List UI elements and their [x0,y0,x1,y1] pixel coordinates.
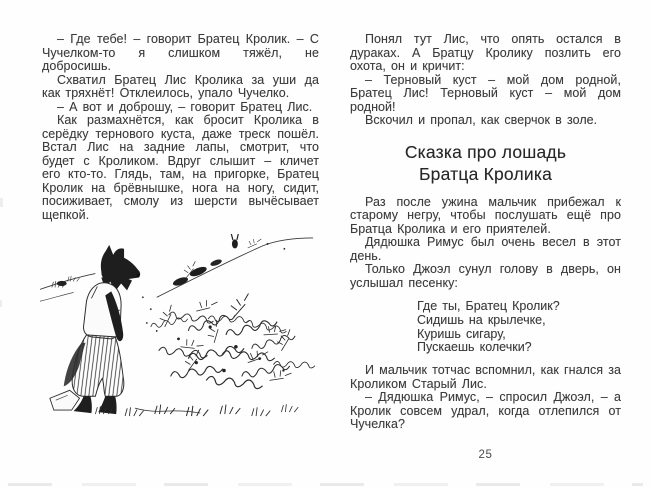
page-bottom-scan-edge [8,483,643,486]
paragraph: – Дядюшка Римус, – спросил Джоэл, – а Кролик совсем удрал, когда отлепился от Чучелка? [350,390,621,432]
rabbit-silhouette [231,234,238,248]
left-page [42,33,319,420]
page-number: 25 [478,449,493,461]
verse-line: Где ты, Братец Кролик? [417,299,560,313]
paragraph: Как размахнётся, как бросит Кролика в серёдку тернового куста, даже треск пошёл. Встал Лис на задние лапы, смотрит, что будет с Кроликом. Вдруг слышит – кличет его кто-то. Глядь, там, на пригорке, Братец Кролик на брёвнышке, нога на ногу, сидит, посиживает, смолу из шерсти вычёсывает щепкой. [42,113,319,222]
paragraph: И мальчик тотчас вспомнил, как гнался за Кроликом Старый Лис. [350,363,621,391]
paragraph: – Терновый куст – мой дом родной, Братец Лис! Терновый куст – мой дом родной! [350,72,621,114]
paragraph: Дядюшка Римус был очень весел в этот день. [350,235,621,263]
verse-line: Сидишь на крылечке, [417,312,546,327]
verse-line: Куришь сигару, [417,326,506,341]
story-title-line2: Братца Кролика [418,163,553,184]
paragraph: – Где тебе! – говорит Братец Кролик. – С Чучелком-то я слишком тяжёл, не добросишь. [42,32,319,73]
paragraph: Раз после ужина мальчик прибежал к старому негру, чтобы послушать ещё про Братца Кролика и его приятелей. [350,194,621,236]
story-title [350,141,621,185]
paragraph: Схватил Братец Лис Кролика за уши да как тряхнёт! Отклеилось, упало Чучелко. [42,72,319,100]
paragraph: Вскочил и пропал, как сверчок в золе. [365,113,598,127]
paragraph: Понял тут Лис, что опять остался в дураках. А Братцу Кролику позлить его охота, он и кричит: [350,32,621,73]
paragraph: – А вот и доброшу, – говорит Братец Лис. [57,99,313,114]
fox-looking-at-thorn-bush-illustration [38,232,319,420]
song-verse [417,300,621,355]
paragraph: Только Джоэл сунул голову в дверь, он услышал песенку: [350,262,621,290]
scan-smudge [0,198,3,207]
verse-line: Пускаешь колечки? [417,340,532,355]
story-title-line1: Сказка про лошадь [404,141,567,162]
scan-smudge [0,300,2,307]
right-page [350,33,621,432]
